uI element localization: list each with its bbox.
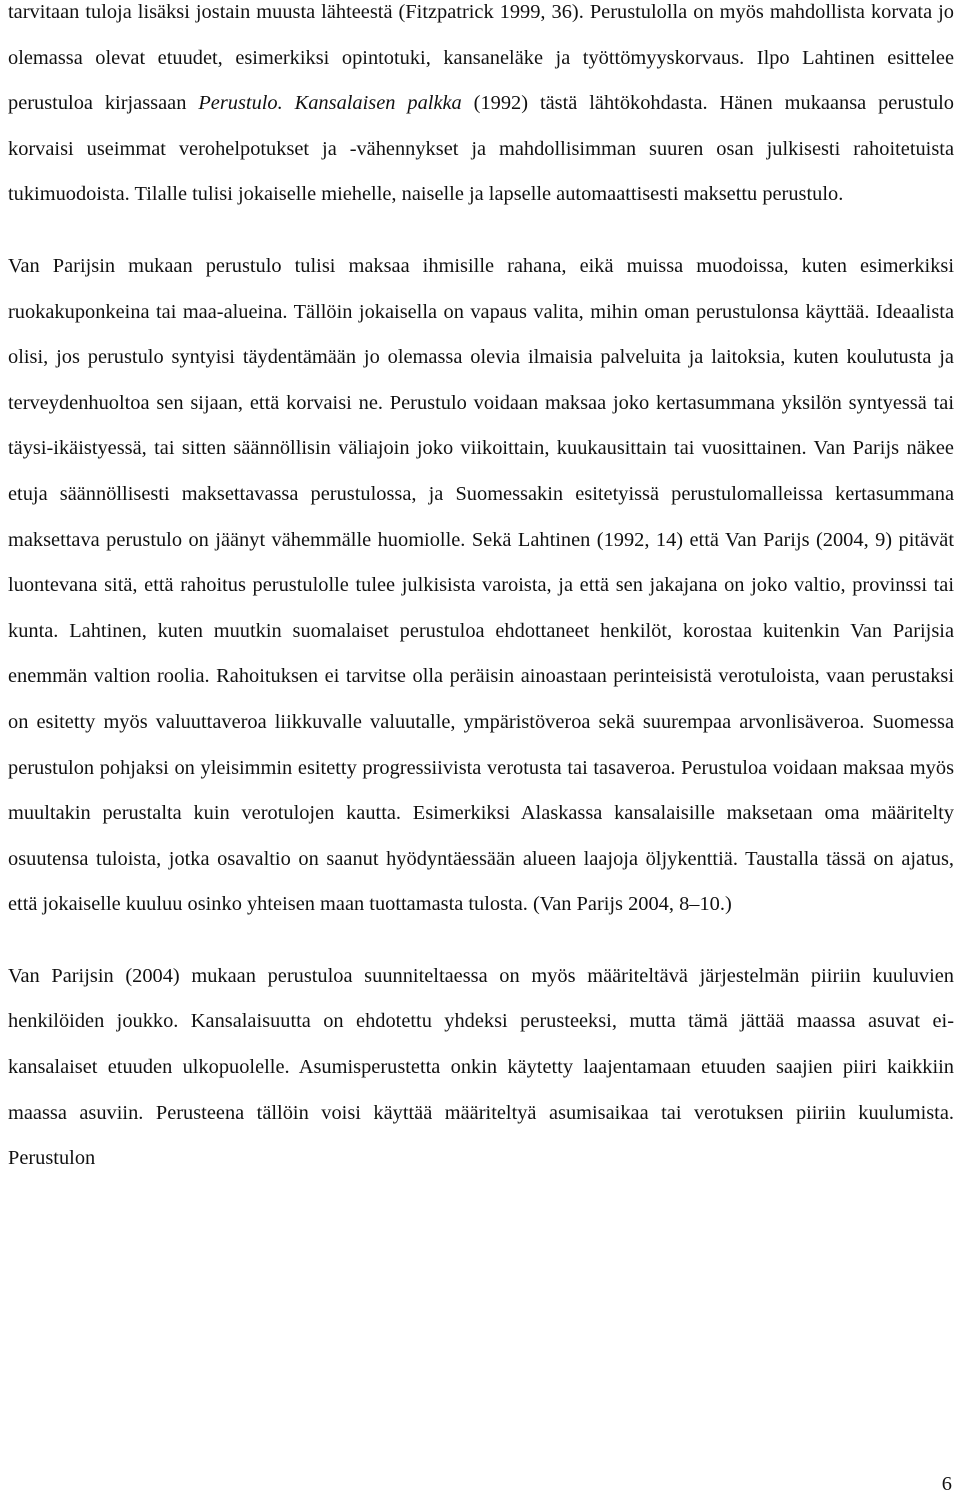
book-title: Perustulo. Kansalaisen palkka	[198, 92, 462, 115]
document-page	[8, 0, 954, 1182]
paragraph-1-text-1: tarvitaan tuloja lisäksi jostain muusta lähteestä (Fitzpatrick 1999, 36). Perustulolla on myös mahdollista korvata jo olemassa olevat etuudet, esimerkiksi opintotuki, kansaneläke ja työttömyyskorvaus. Ilpo Lahtinen esittelee perustuloa kirjassaan	[8, 1, 954, 115]
paragraph-1	[8, 0, 954, 218]
paragraph-1-text-2: (1992) tästä lähtökohdasta. Hänen mukaansa perustulo korvaisi useimmat verohelpotukset ja -vähennykset ja mahdollisimman suuren osan julkisesti rahoitetuista tukimuodoista. Tilalle tulisi jokaiselle miehelle, naiselle ja lapselle automaattisesti maksettu perustulo.	[8, 92, 955, 206]
paragraph-3-text: Van Parijsin (2004) mukaan perustuloa suunniteltaessa on myös määriteltävä järjestelmän piiriin kuuluvien henkilöiden joukko. Kansalaisuutta on ehdotettu yhdeksi perusteeksi, mutta tämä jättää maassa asuvat ei-kansalaiset etuuden ulkopuolelle. Asumisperustetta onkin käytetty laajentamaan etuuden saajien piiri kaikkiin maassa asuviin. Perusteena tällöin voisi käyttää määriteltyä asumisaikaa tai verotuksen piiriin kuulumista. Perustulon	[8, 964, 954, 1170]
page-number: 6	[941, 1473, 952, 1495]
paragraph-2	[8, 244, 954, 928]
paragraph-2-text: Van Parijsin mukaan perustulo tulisi maksaa ihmisille rahana, eikä muissa muodoissa, kuten esimerkiksi ruokakuponkeina tai maa-alueina. Tällöin jokaisella on vapaus valita, mihin oman perustulonsa käyttää. Ideaalista olisi, jos perustulo syntyisi täydentämään jo olemassa olevia ilmaisia palveluita ja laitoksia, kuten koulutusta ja terveydenhuoltoa sen sijaan, että korvaisi ne. Perustulo voidaan maksaa joko kertasummana yksilön syntyessä tai täysi-ikäistyessä, tai sitten säännöllisin väliajoin joko viikoittain, kuukausittain tai vuosittainen. Van Parijs näkee etuja säännöllisesti maksettavassa perustulossa, ja Suomessakin esitetyissä perustulomalleissa kertasummana maksettava perustulo on jäänyt vähemmälle huomiolle. Sekä Lahtinen (1992, 14) että Van Parijs (2004, 9) pitävät luontevana sitä, että rahoitus perustulolle tulee julkisista varoista, ja että sen jakajana on joko valtio, provinssi tai kunta. Lahtinen, kuten muutkin suomalaiset perustuloa ehdottaneet henkilöt, korostaa kuitenkin Van Parijsia enemmän valtion roolia. Rahoituksen ei tarvitse olla peräisin ainoastaan perinteisistä verotuloista, vaan perustaksi on esitetty myös valuuttaveroa liikkuvalle valuutalle, ympäristöveroa sekä suurempaa arvonlisäveroa. Suomessa perustulon pohjaksi on yleisimmin esitetty progressiivista verotusta tai tasaveroa. Perustuloa voidaan maksaa myös muultakin perustalta kuin verotulojen kautta. Esimerkiksi Alaskassa kansalaisille maksetaan oma määritelty osuutensa tuloista, jotka osavaltio on saanut hyödyntäessään alueen laajoja öljykenttiä. Taustalla tässä on ajatus, että jokaiselle kuuluu osinko yhteisen maan tuottamasta tulosta. (Van Parijs 2004, 8–10.)	[8, 254, 954, 916]
paragraph-3	[8, 954, 954, 1182]
